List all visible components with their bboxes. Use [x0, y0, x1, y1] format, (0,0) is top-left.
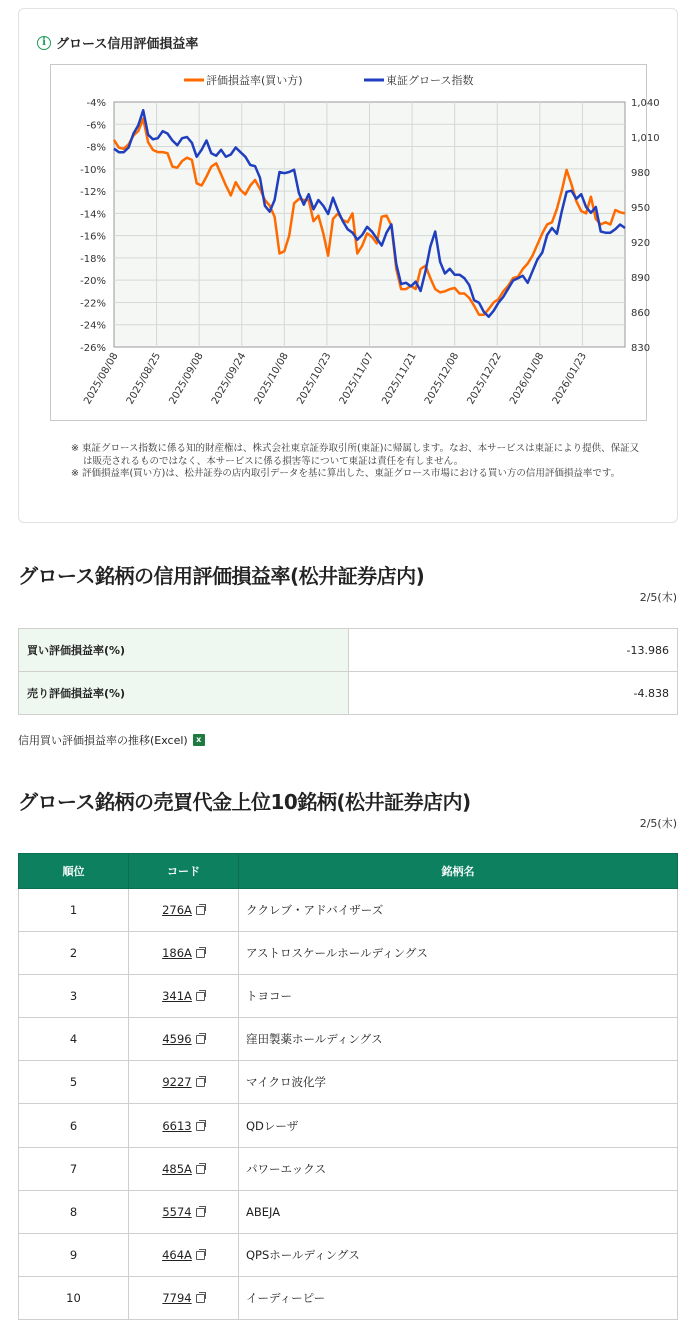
- copy-icon[interactable]: [196, 1122, 205, 1131]
- stock-code-link[interactable]: 186A: [162, 946, 192, 961]
- summary-row-label: 売り評価損益率(%): [19, 672, 349, 715]
- x-tick-label: 2026/01/08: [508, 351, 547, 407]
- summary-row: [19, 672, 678, 715]
- copy-icon[interactable]: [196, 1035, 205, 1044]
- table-row: [19, 1190, 678, 1233]
- table-row: [19, 1061, 678, 1104]
- y2-tick-label: 950: [631, 203, 651, 214]
- copy-icon[interactable]: [196, 906, 205, 915]
- y2-tick-label: 830: [631, 343, 651, 354]
- stock-name-cell: トヨコー: [239, 975, 678, 1018]
- rank-cell: 9: [19, 1233, 129, 1276]
- copy-icon[interactable]: [196, 1078, 205, 1087]
- table-row: [19, 1018, 678, 1061]
- table-row: [19, 932, 678, 975]
- summary-row-label: 買い評価損益率(%): [19, 629, 349, 672]
- legend-label: 東証グロース指数: [386, 74, 474, 87]
- y2-tick-label: 860: [631, 308, 651, 319]
- ranking-header-row: [19, 854, 678, 889]
- chart-frame: [50, 64, 660, 421]
- table-row: [19, 975, 678, 1018]
- stock-code-link[interactable]: 341A: [162, 989, 192, 1004]
- stock-name-cell: マイクロ波化学: [239, 1061, 678, 1104]
- y-tick-label: -14%: [80, 209, 106, 221]
- code-cell: [129, 889, 239, 932]
- x-tick-label: 2025/12/08: [422, 351, 462, 407]
- copy-icon[interactable]: [196, 1208, 205, 1217]
- chart-card: [18, 8, 678, 523]
- rank-cell: 4: [19, 1018, 129, 1061]
- rank-cell: 7: [19, 1147, 129, 1190]
- stock-code-link[interactable]: 464A: [162, 1247, 192, 1262]
- rank-cell: 10: [19, 1276, 129, 1319]
- copy-icon[interactable]: [196, 992, 205, 1001]
- y-tick-label: -24%: [80, 320, 106, 332]
- y-tick-label: -26%: [80, 343, 106, 354]
- stock-code-link[interactable]: 6613: [162, 1118, 192, 1133]
- code-cell: [129, 1061, 239, 1104]
- rank-cell: 8: [19, 1190, 129, 1233]
- x-tick-label: 2026/01/23: [550, 351, 590, 407]
- code-cell: [129, 1190, 239, 1233]
- table-row: [19, 1104, 678, 1147]
- y2-tick-label: 920: [631, 238, 651, 249]
- x-tick-label: 2025/08/25: [124, 351, 164, 407]
- y-tick-label: -8%: [86, 142, 106, 154]
- copy-icon[interactable]: [196, 1165, 205, 1174]
- info-icon[interactable]: i: [37, 36, 51, 50]
- y-tick-label: -22%: [80, 298, 106, 310]
- stock-name-cell: 窪田製薬ホールディングス: [239, 1018, 678, 1061]
- chart-card-title: [37, 33, 198, 52]
- ranking-title: グロース銘柄の売買代金上位10銘柄(松井証券店内): [18, 790, 471, 814]
- y-tick-label: -20%: [80, 276, 106, 288]
- table-row: [19, 1233, 678, 1276]
- y-tick-label: -18%: [80, 253, 106, 265]
- credit-valuation-chart: [51, 65, 660, 422]
- code-cell: [129, 1276, 239, 1319]
- chart-card-title-text: グロース信用評価損益率: [56, 37, 199, 52]
- stock-code-link[interactable]: 9227: [162, 1075, 192, 1090]
- stock-name-cell: ABEJA: [239, 1190, 678, 1233]
- summary-row: [19, 629, 678, 672]
- name-header: 銘柄名: [239, 854, 678, 889]
- summary-row-value: -4.838: [349, 672, 678, 715]
- rank-cell: 5: [19, 1061, 129, 1104]
- x-tick-label: 2025/11/07: [337, 351, 377, 407]
- code-cell: [129, 1147, 239, 1190]
- chart-notes: [71, 443, 641, 481]
- y-tick-label: -4%: [86, 98, 106, 109]
- legend-label: 評価損益率(買い方): [206, 74, 303, 87]
- rank-cell: 1: [19, 889, 129, 932]
- rank-cell: 2: [19, 932, 129, 975]
- stock-name-cell: QDレーザ: [239, 1104, 678, 1147]
- y-tick-label: -16%: [80, 231, 106, 243]
- table-row: [19, 889, 678, 932]
- rank-cell: 6: [19, 1104, 129, 1147]
- rank-cell: 3: [19, 975, 129, 1018]
- stock-name-cell: イーディーピー: [239, 1276, 678, 1319]
- summary-title: グロース銘柄の信用評価損益率(松井証券店内): [18, 564, 425, 588]
- stock-code-link[interactable]: 7794: [162, 1290, 192, 1305]
- stock-code-link[interactable]: 5574: [162, 1204, 192, 1219]
- chart-note: ※ 東証グロース指数に係る知的財産権は、株式会社東京証券取引所(東証)に帰属します。なお、本サービスは東証により提供、保証又は販売されるものではなく、本サービスに係る損害等について東証は責任を有しません。: [71, 443, 640, 467]
- excel-icon[interactable]: x: [193, 734, 205, 746]
- rank-header: 順位: [19, 854, 129, 889]
- code-cell: [129, 932, 239, 975]
- ranking-table: [18, 853, 678, 1320]
- stock-code-link[interactable]: 485A: [162, 1161, 192, 1176]
- table-row: [19, 1276, 678, 1319]
- summary-table: [18, 628, 678, 715]
- summary-row-value: -13.986: [349, 629, 678, 672]
- x-tick-label: 2025/09/08: [167, 351, 206, 407]
- chart-note: ※ 評価損益率(買い方)は、松井証券の店内取引データを基に算出した、東証グロース市場における買い方の信用評価損益率です。: [71, 468, 621, 479]
- stock-name-cell: アストロスケールホールディングス: [239, 932, 678, 975]
- code-header: コード: [129, 854, 239, 889]
- stock-code-link[interactable]: 4596: [162, 1032, 192, 1047]
- x-tick-label: 2025/10/08: [252, 351, 291, 407]
- stock-name-cell: パワーエックス: [239, 1147, 678, 1190]
- table-row: [19, 1147, 678, 1190]
- copy-icon[interactable]: [196, 1294, 205, 1303]
- y2-tick-label: 980: [631, 168, 651, 179]
- stock-code-link[interactable]: 276A: [162, 903, 192, 918]
- x-tick-label: 2025/08/08: [82, 351, 121, 407]
- y-tick-label: -10%: [80, 164, 106, 176]
- copy-icon[interactable]: [196, 1251, 205, 1260]
- code-cell: [129, 975, 239, 1018]
- code-cell: [129, 1104, 239, 1147]
- x-tick-label: 2025/11/21: [380, 351, 419, 407]
- code-cell: [129, 1233, 239, 1276]
- code-cell: [129, 1018, 239, 1061]
- x-tick-label: 2025/12/22: [465, 351, 504, 407]
- y2-tick-label: 1,040: [631, 98, 660, 109]
- ranking-date: 2/5(木): [639, 817, 677, 830]
- excel-download-label[interactable]: 信用買い評価損益率の推移(Excel): [18, 734, 188, 747]
- stock-name-cell: QPSホールディングス: [239, 1233, 678, 1276]
- excel-download-link[interactable]: [18, 732, 205, 748]
- stock-name-cell: ククレブ・アドバイザーズ: [239, 889, 678, 932]
- y2-tick-label: 890: [631, 273, 651, 284]
- x-tick-label: 2025/09/24: [210, 351, 249, 407]
- summary-date: 2/5(木): [639, 591, 677, 604]
- copy-icon[interactable]: [196, 949, 205, 958]
- y-tick-label: -6%: [86, 120, 106, 132]
- y-tick-label: -12%: [80, 187, 106, 199]
- y2-tick-label: 1,010: [631, 133, 660, 144]
- x-tick-label: 2025/10/23: [295, 351, 334, 407]
